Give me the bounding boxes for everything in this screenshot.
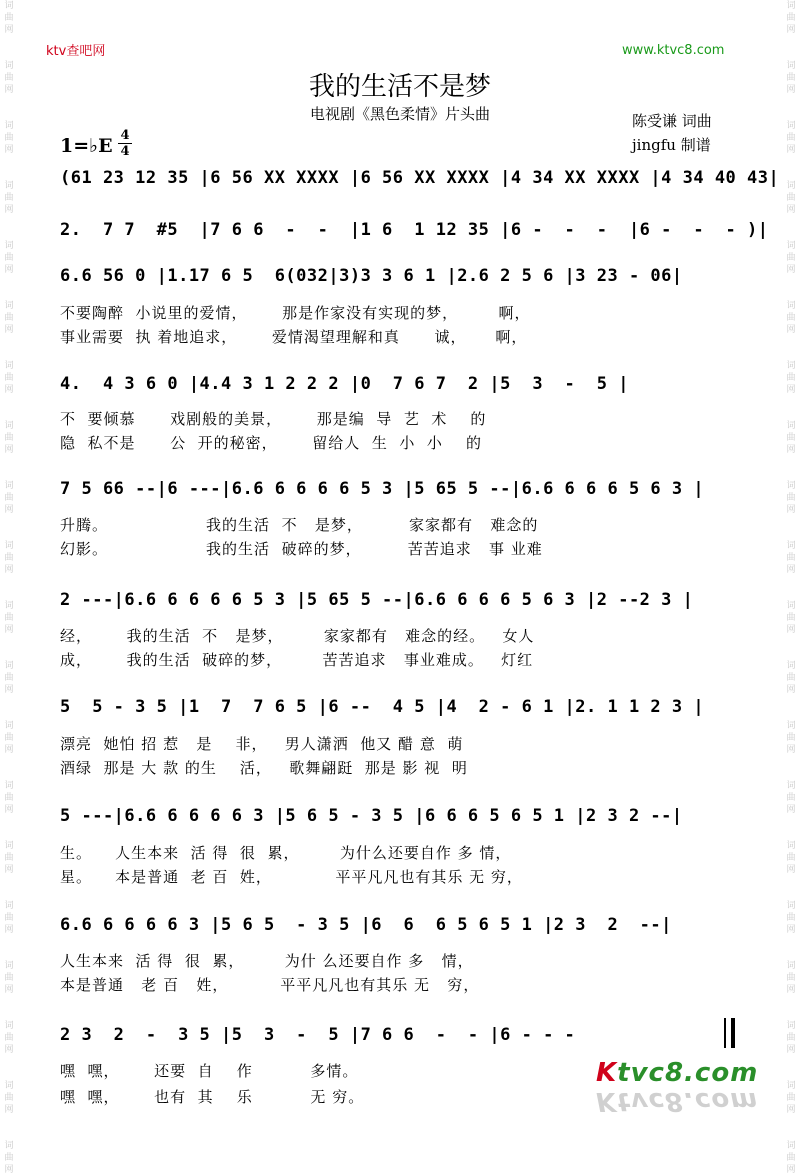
music-line-3: 6.6 56 0 |1.17 6 5 6(032|3)3 3 6 1 |2.6 2 5 6 |3 23 - 06| — [60, 266, 683, 286]
key-signature: 1=♭E — [60, 135, 113, 157]
lyric-line-10b: 嘿 嘿， 也有 其 乐 无 穷。 — [60, 1088, 365, 1106]
lyricist-credit: 陈受谦 词曲 — [632, 112, 712, 130]
song-subtitle: 电视剧《黑色柔情》片头曲 — [309, 105, 490, 123]
final-barline-thin — [724, 1018, 726, 1048]
lyric-line-10a: 嘿 嘿， 还要 自 作 多情。 — [60, 1062, 359, 1080]
site-name-link[interactable]: ktv查吧网 — [46, 44, 106, 59]
music-line-9: 6.6 6 6 6 6 3 |5 6 5 - 3 5 |6 6 6 5 6 5 1 |2 3 2 --| — [60, 915, 672, 935]
lyric-line-9b: 本是普通 老 百 姓， 平平凡凡也有其乐 无 穷， — [60, 976, 480, 994]
ktvc8-logo: Ktvc8.com — [596, 1058, 759, 1088]
lyric-line-4b: 隐 私不是 公 开的秘密， 留给人 生 小 小 的 — [60, 434, 482, 452]
music-line-10: 2 3 2 - 3 5 |5 3 - 5 |7 6 6 - - |6 - - - — [60, 1025, 576, 1045]
watermark-column-left: 词 曲 网 词 曲 网 词 曲 网 词 曲 网 词 曲 网 词 曲 网 词 曲 网 词 曲 网 词 曲 网 词 曲 网 词 曲 网 词 曲 网 词 曲 网 词 曲 网 词 曲 网 词 曲 网 词 曲 网 词 曲 网 词 曲 网 词 曲 网 — [4, 1, 14, 1175]
lyric-line-7b: 酒绿 那是 大 款 的生 活， 歌舞翩跹 那是 影 视 明 — [60, 759, 468, 777]
time-signature — [118, 128, 132, 159]
lyric-line-3b: 事业需要 执 着地追求， 爱情渴望理解和真 诚， 啊， — [60, 328, 528, 346]
site-url-link[interactable]: www.ktvc8.com — [622, 43, 725, 58]
arranger-credit: jingfu 制谱 — [632, 136, 711, 154]
music-line-2: 2. 7 7 #5 |7 6 6 - - |1 6 1 12 35 |6 - - - |6 - - - )| — [60, 220, 769, 240]
music-line-7: 5 5 - 3 5 |1 7 7 6 5 |6 -- 4 5 |4 2 - 6 1 |2. 1 1 2 3 | — [60, 697, 705, 717]
ktvc8-logo-reflection: Ktvc8.com — [596, 1086, 759, 1116]
time-signature-bottom: 4 — [120, 144, 130, 159]
lyric-line-8a: 生。 人生本来 活 得 很 累， 为什么还要自作 多 情， — [60, 844, 512, 862]
music-line-5: 7 5 66 --|6 ---|6.6 6 6 6 6 5 3 |5 65 5 --|6.6 6 6 6 5 6 3 | — [60, 479, 705, 499]
lyric-line-8b: 星。 本是普通 老 百 姓， 平平凡凡也有其乐 无 穷， — [60, 868, 523, 886]
music-line-8: 5 ---|6.6 6 6 6 6 3 |5 6 5 - 3 5 |6 6 6 5 6 5 1 |2 3 2 --| — [60, 806, 683, 826]
lyric-line-4a: 不 要倾慕 戏剧般的美景， 那是编 导 艺 术 的 — [60, 410, 487, 428]
watermark-column-right: 词 曲 网 词 曲 网 词 曲 网 词 曲 网 词 曲 网 词 曲 网 词 曲 网 词 曲 网 词 曲 网 词 曲 网 词 曲 网 词 曲 网 词 曲 网 词 曲 网 词 曲 网 词 曲 网 词 曲 网 词 曲 网 词 曲 网 词 曲 网 — [786, 1, 796, 1175]
lyric-line-9a: 人生本来 活 得 很 累， 为什 么还要自作 多 情， — [60, 952, 474, 970]
final-barline-thick — [731, 1018, 735, 1048]
lyric-line-7a: 漂亮 她怕 招 惹 是 非， 男人潇洒 他又 醋 意 萌 — [60, 735, 464, 753]
music-line-6: 2 ---|6.6 6 6 6 6 5 3 |5 65 5 --|6.6 6 6 6 5 6 3 |2 --2 3 | — [60, 590, 694, 610]
music-line-1: (61 23 12 35 |6 56 XX XXXX |6 56 XX XXXX |4 34 XX XXXX |4 34 40 43| — [60, 168, 780, 188]
lyric-line-5b: 幻影。 我的生活 破碎的梦， 苦苦追求 事 业难 — [60, 540, 543, 558]
time-signature-top: 4 — [120, 128, 130, 143]
lyric-line-5a: 升腾。 我的生活 不 是梦， 家家都有 难念的 — [60, 516, 539, 534]
music-line-4: 4. 4 3 6 0 |4.4 3 1 2 2 2 |0 7 6 7 2 |5 3 - 5 | — [60, 374, 629, 394]
lyric-line-6b: 成， 我的生活 破碎的梦， 苦苦追求 事业难成。 灯红 — [60, 651, 534, 669]
lyric-line-6a: 经， 我的生活 不 是梦， 家家都有 难念的经。 女人 — [60, 627, 535, 645]
lyric-line-3a: 不要陶醉 小说里的爱情， 那是作家没有实现的梦， 啊， — [60, 304, 531, 322]
song-title: 我的生活不是梦 — [308, 72, 491, 102]
